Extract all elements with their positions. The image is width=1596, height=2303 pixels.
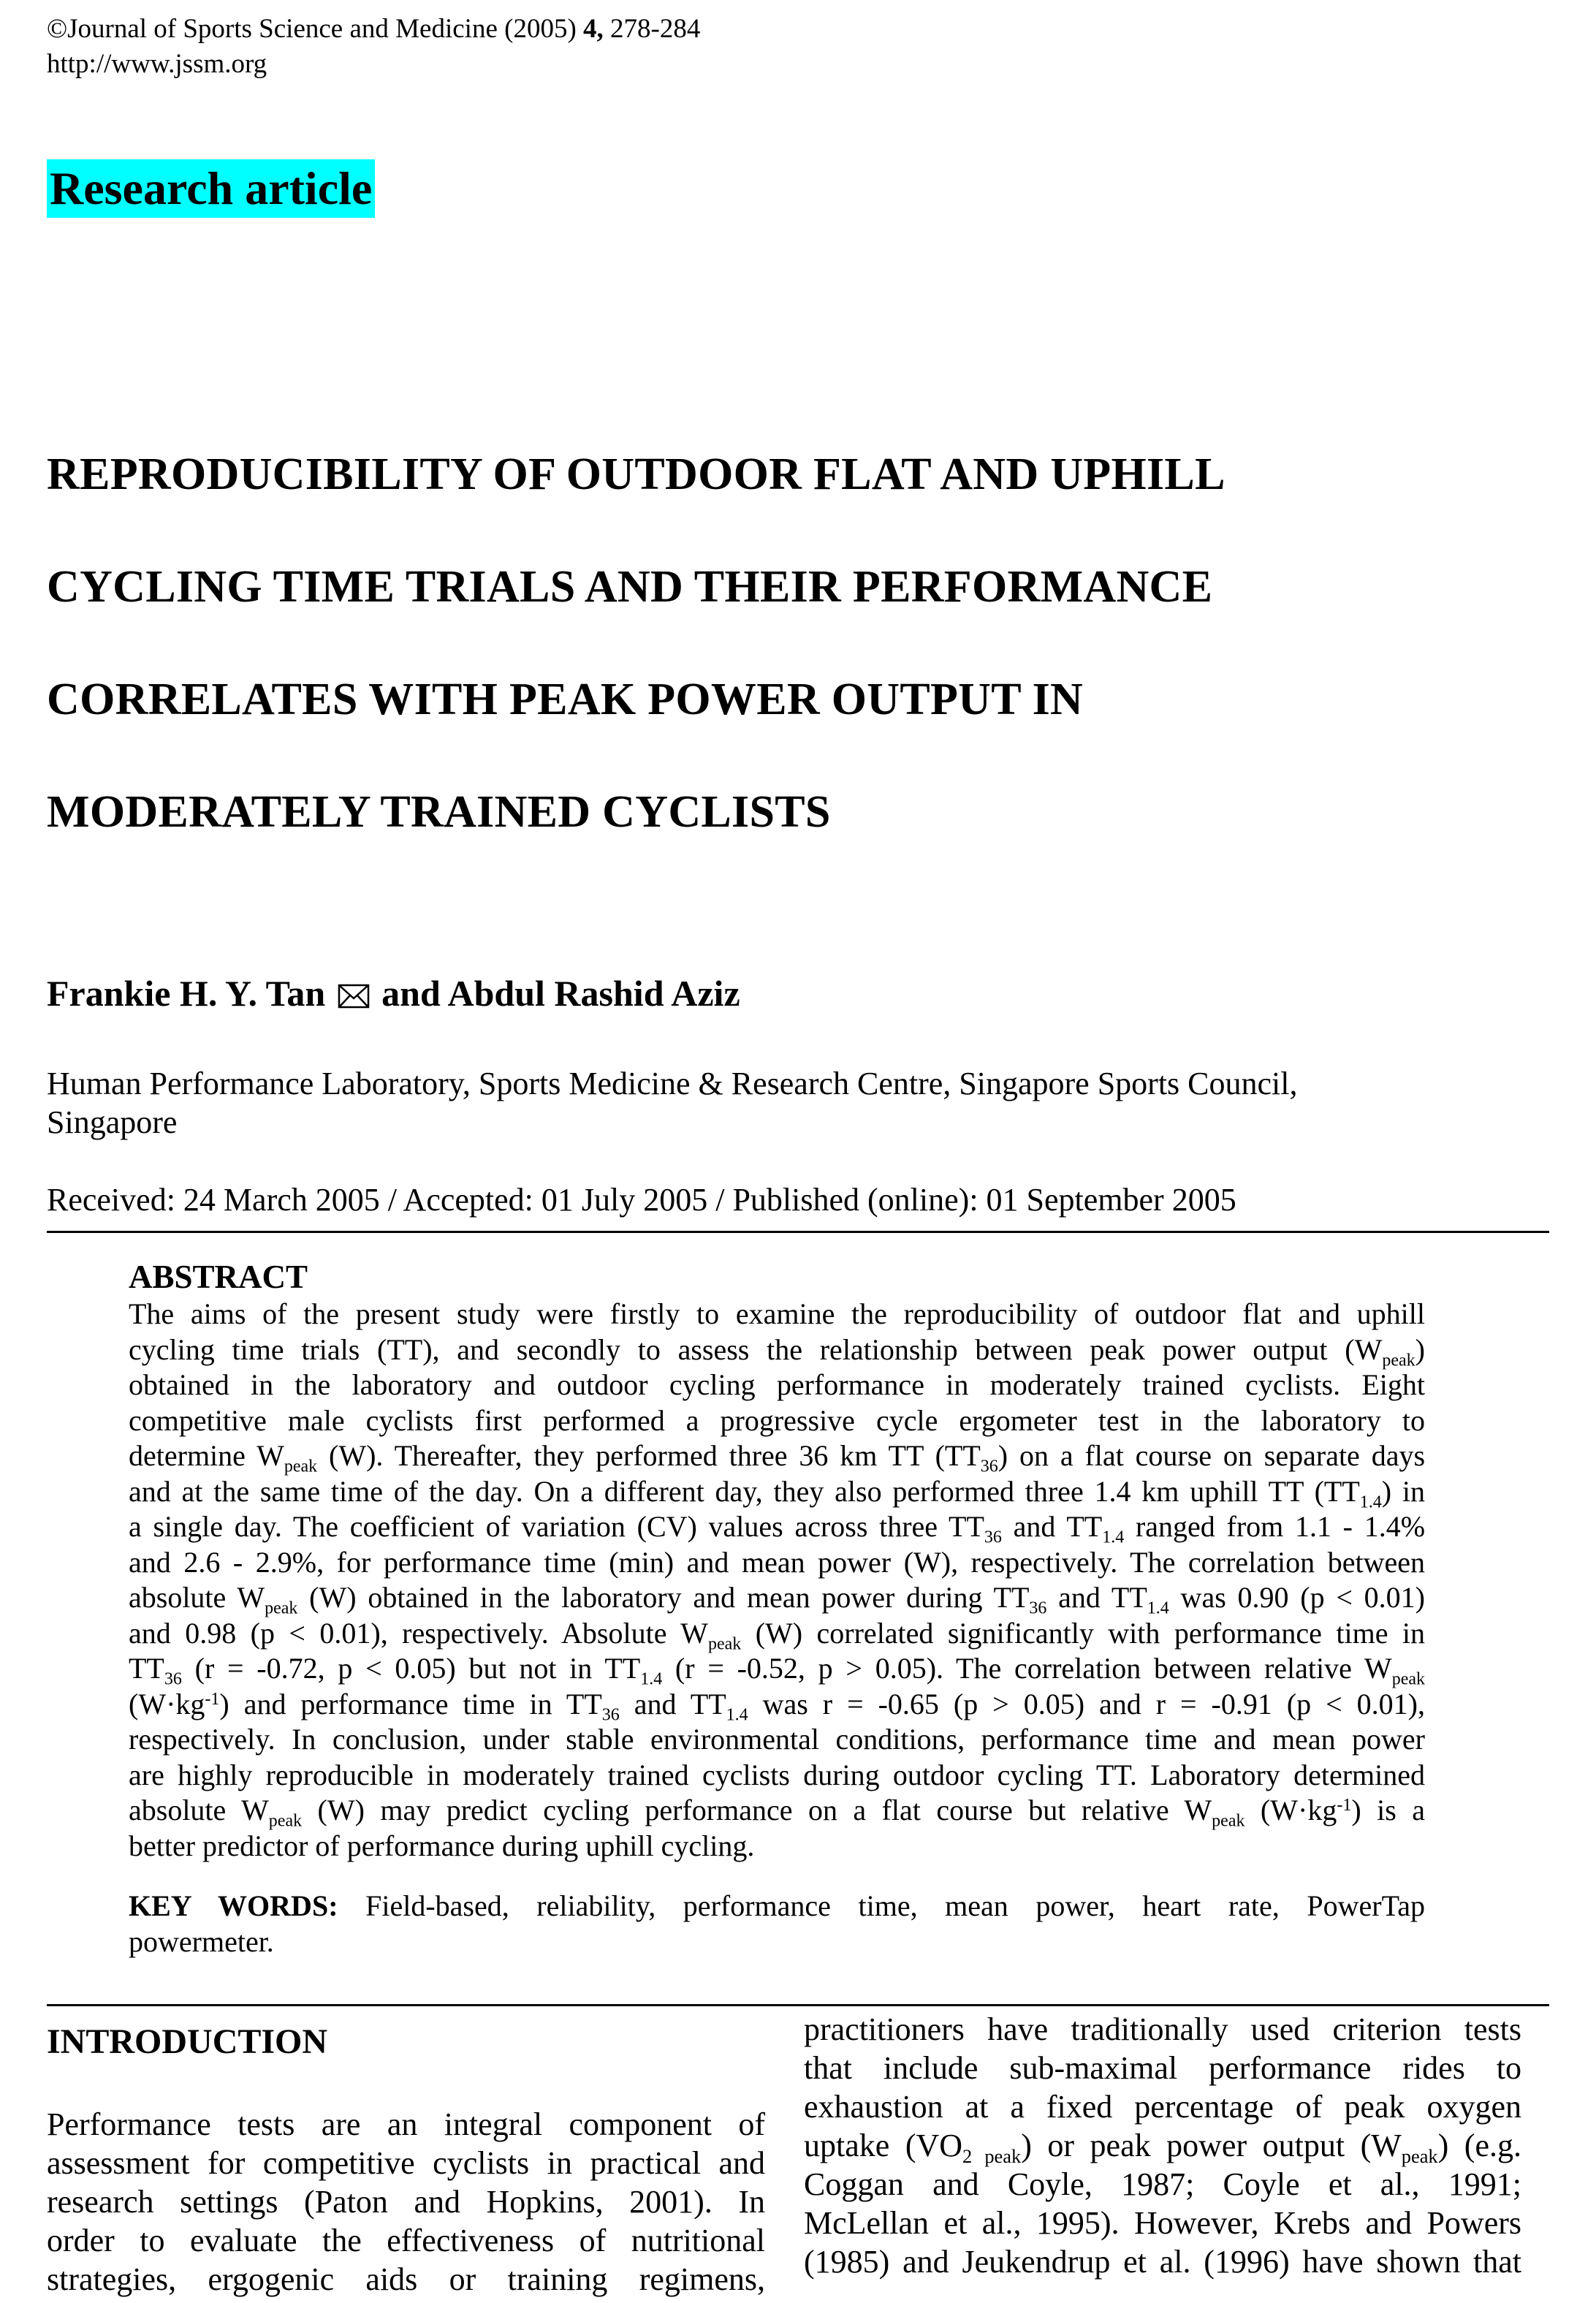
title-line: REPRODUCIBILITY OF OUTDOOR FLAT AND UPHILL — [47, 449, 1226, 499]
title-line: CORRELATES WITH PEAK POWER OUTPUT IN — [47, 675, 1084, 724]
journal-volume: 4, — [583, 14, 604, 44]
body-line: Performance tests are an integral component of — [47, 2106, 765, 2142]
body-line: practitioners have traditionally used criterion tests — [804, 2011, 1521, 2047]
intro-left-column — [47, 2105, 765, 2299]
keywords — [129, 1889, 1425, 1959]
abstract-line: a single day. The coefficient of variation (CV) values across three $TT_{36}$ and $TT_{1.4}$ ranged from 1.1 - 1.4% — [129, 1510, 1426, 1547]
affiliation-line: Human Performance Laboratory, Sports Medicine & Research Centre, Singapore Sports Council, — [47, 1066, 1298, 1101]
abstract-line: $(W\cdot kg^{-1})$ and performance time in $TT_{36}$ and $TT_{1.4}$ was r = -0.65 (p > 0.05) and r = -0.91 (p < 0.01), — [129, 1687, 1425, 1724]
body-line: exhaustion at a fixed percentage of peak oxygen — [804, 2089, 1521, 2125]
envelope-icon[interactable] — [338, 971, 370, 1022]
abstract-line: better predictor of performance during uphill cycling. — [129, 1829, 755, 1862]
body-line: uptake $(VO_{2 peak})$ or peak power output $(W_{peak})$ (e.g. — [804, 2128, 1521, 2168]
divider — [47, 2004, 1549, 2006]
authors — [47, 968, 740, 1022]
abstract-line: competitive male cyclists first performed a progressive cycle ergometer test in the laboratory to — [129, 1403, 1425, 1437]
journal-url[interactable]: http://www.jssm.org — [47, 49, 267, 79]
journal-name: ©Journal of Sports Science and Medicine (2005) — [47, 14, 584, 44]
abstract-line: are highly reproducible in moderately trained cyclists during outdoor cycling TT. Laboratory determined — [129, 1758, 1425, 1791]
author-first: Frankie H. Y. Tan — [47, 973, 326, 1014]
journal-citation — [47, 12, 700, 82]
abstract-line: respectively. In conclusion, under stable environmental conditions, performance time and mean power — [129, 1723, 1425, 1756]
body-line: strategies, ergogenic aids or training regimens, — [47, 2261, 765, 2297]
publication-dates: Received: 24 March 2005 / Accepted: 01 July 2005 / Published (online): 01 September 2005 — [47, 1182, 1236, 1218]
divider — [47, 1231, 1549, 1233]
abstract-line: cycling time trials (TT), and secondly to assess the relationship between peak power output $(W_{peak})$ — [129, 1332, 1425, 1370]
abstract-line: The aims of the present study were firstly to examine the reproducibility of outdoor flat and uphill — [129, 1297, 1425, 1330]
affiliation-line: Singapore — [47, 1104, 178, 1140]
keywords-line: powermeter. — [129, 1924, 274, 1958]
author-rest: and Abdul Rashid Aziz — [381, 973, 740, 1014]
title-line: MODERATELY TRAINED CYCLISTS — [47, 787, 831, 837]
abstract-line: and at the same time of the day. On a different day, they also performed three 1.4 km uphill TT $(TT_{1.4})$ in — [129, 1474, 1425, 1511]
body-line: assessment for competitive cyclists in practical and — [47, 2145, 765, 2181]
journal-pages: 278-284 — [603, 14, 701, 44]
abstract-line: $TT_{36}$ (r = -0.72, p < 0.05) but not in $TT_{1.4}$ (r = -0.52, p > 0.05). The correlation between relative $W_{peak}$ — [129, 1652, 1425, 1689]
article-title — [47, 418, 1538, 868]
body-line: research settings (Paton and Hopkins, 2001). In — [47, 2184, 765, 2220]
keywords-line: KEY WORDS: Field-based, reliability, performance time, mean power, heart rate, PowerTap — [129, 1889, 1425, 1922]
body-line: McLellan et al., 1995). However, Krebs and Powers — [804, 2205, 1521, 2241]
keywords-label: KEY WORDS: — [129, 1889, 338, 1922]
title-line: CYCLING TIME TRIALS AND THEIR PERFORMANCE — [47, 562, 1213, 612]
body-line: that include sub-maximal performance rides to — [804, 2050, 1521, 2086]
abstract-line: and 2.6 - 2.9%, for performance time (min) and mean power (W), respectively. The correlation between — [129, 1545, 1425, 1579]
body-line: Coggan and Coyle, 1987; Coyle et al., 1991; — [804, 2166, 1521, 2202]
abstract-line: determine $W_{peak}$ (W). Thereafter, they performed three 36 km TT $(TT_{36})$ on a flat course on separate days — [129, 1439, 1426, 1476]
abstract-line: absolute $W_{peak}$ (W) may predict cycling performance on a flat course but relative $W_{peak}$ $(W\cdot kg^{-1})$ is a — [129, 1794, 1425, 1831]
abstract-text — [129, 1297, 1425, 1864]
abstract — [129, 1257, 1425, 1864]
body-line: (1985) and Jeukendrup et al. (1996) have shown that — [804, 2244, 1521, 2280]
abstract-heading: ABSTRACT — [129, 1259, 308, 1295]
affiliation — [47, 1064, 1538, 1142]
article-type-badge: Research article — [47, 159, 375, 218]
section-heading-introduction: INTRODUCTION — [47, 2022, 328, 2061]
intro-right-column — [804, 2010, 1521, 2281]
abstract-line: and 0.98 (p < 0.01), respectively. Absolute $W_{peak}$ (W) correlated significantly with performance time in — [129, 1616, 1426, 1653]
abstract-line: obtained in the laboratory and outdoor cycling performance in moderately trained cyclists. Eight — [129, 1368, 1425, 1401]
body-line: order to evaluate the effectiveness of nutritional — [47, 2223, 765, 2258]
abstract-line: absolute $W_{peak}$ (W) obtained in the laboratory and mean power during $TT_{36}$ and $TT_{1.4}$ was 0.90 (p < 0.01) — [129, 1581, 1425, 1618]
